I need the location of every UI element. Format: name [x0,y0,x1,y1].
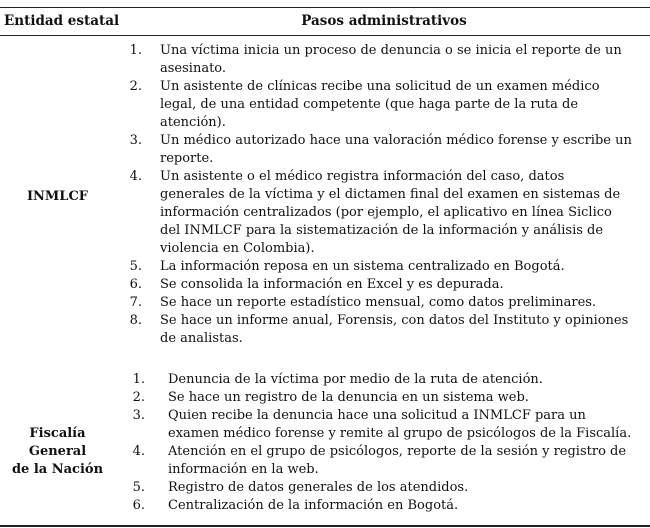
step-text-line: Un asistente de clínicas recibe una solicitud de un examen médico [160,79,600,94]
entity-inmlcf: INMLCF [26,189,89,204]
step-text-line: legal, de una entidad competente (que haga parte de la ruta de [160,97,579,112]
header-rule [0,35,650,36]
step-number: 1. [132,372,145,387]
step-number: 3. [132,408,145,423]
step-text-line: atención). [160,115,226,130]
step-text-line: Centralización de la información en Bogotá. [168,498,459,513]
step-number: 5. [129,259,142,274]
step-text-line: violencia en Colombia). [160,241,315,256]
entity-fiscalia-line-2: de la Nación [11,462,104,477]
bottom-rule [0,525,650,527]
step-text-line: de analistas. [160,331,243,346]
step-text-line: asesinato. [160,61,227,76]
step-number: 2. [129,79,142,94]
step-text-line: información en la web. [168,462,319,477]
step-text-line: reporte. [160,151,214,166]
step-number: 4. [132,444,145,459]
step-number: 5. [132,480,145,495]
step-text-line: Una víctima inicia un proceso de denuncia o se inicia el reporte de un [160,43,622,58]
step-text-line: Se consolida la información en Excel y es depurada. [160,277,504,292]
step-number: 6. [129,277,142,292]
step-text-line: Denuncia de la víctima por medio de la ruta de atención. [168,372,543,387]
step-text-line: examen médico forense y remite al grupo de psicólogos de la Fiscalía. [168,426,632,441]
top-rule [0,7,650,8]
step-text-line: información centralizados (por ejemplo, el aplicativo en línea Siclico [160,205,612,220]
step-text-line: Se hace un informe anual, Forensis, con datos del Instituto y opiniones [160,313,629,328]
header-entity: Entidad estatal [4,13,120,29]
entity-fiscalia [0,425,115,479]
step-text-line: generales de la víctima y el dictamen final del examen en sistemas de [160,187,621,202]
step-text-line: Registro de datos generales de los atendidos. [168,480,469,495]
step-number: 8. [129,313,142,328]
step-number: 1. [129,43,142,58]
step-number: 6. [132,498,145,513]
step-text-line: Quien recibe la denuncia hace una solicitud a INMLCF para un [168,408,586,423]
step-number: 2. [132,390,145,405]
step-text-line: Se hace un registro de la denuncia en un sistema web. [168,390,529,405]
step-number: 7. [129,295,142,310]
step-text-line: Se hace un reporte estadístico mensual, como datos preliminares. [160,295,597,310]
step-text-line: del INMLCF para la sistematización de la información y análisis de [160,223,604,238]
step-number: 3. [129,133,142,148]
header-steps: Pasos administrativos [301,13,467,29]
step-text-line: La información reposa en un sistema centralizado en Bogotá. [160,259,565,274]
entity-fiscalia-line-1: Fiscalía General [28,426,87,459]
step-text-line: Un asistente o el médico registra información del caso, datos [160,169,565,184]
step-text-line: Atención en el grupo de psicólogos, reporte de la sesión y registro de [168,444,627,459]
step-text-line: Un médico autorizado hace una valoración médico forense y escribe un [160,133,632,148]
step-number: 4. [129,169,142,184]
